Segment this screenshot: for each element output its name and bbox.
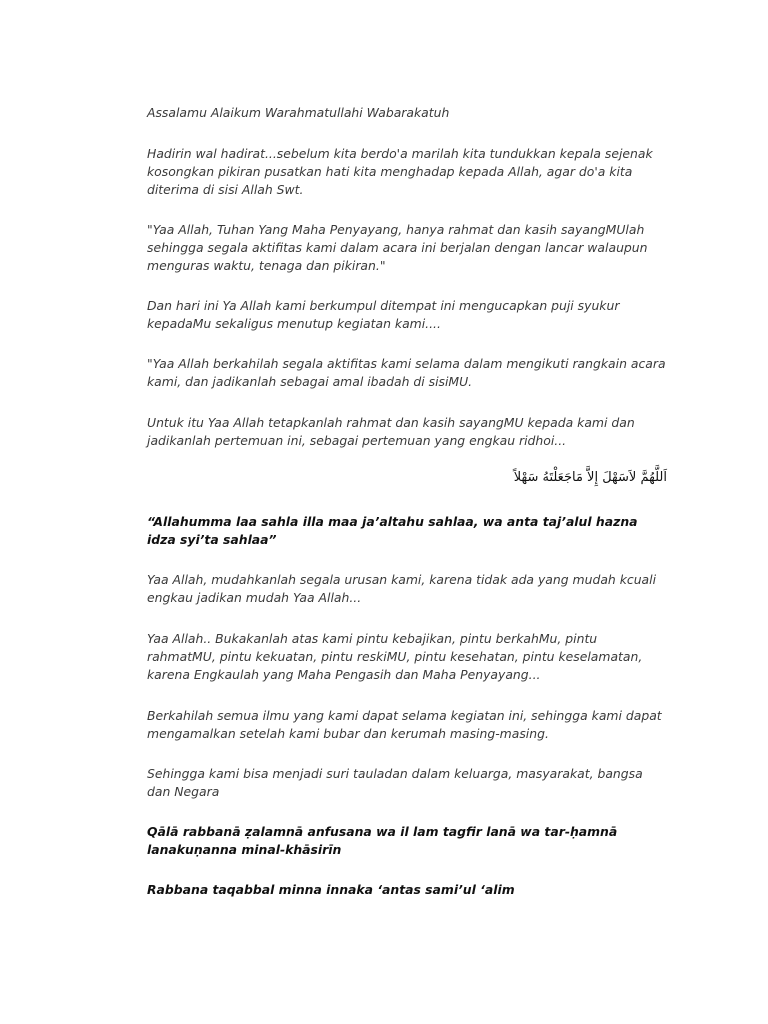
greeting-line: Assalamu Alaikum Warahmatullahi Wabarakatuh bbox=[147, 105, 450, 120]
paragraph-prayer-4: Untuk itu Yaa Allah tetapkanlah rahmat dan kasih sayangMU kepada kami dan jadikanlah pertemuan ini, sebagai pertemuan yang engkau ridhoi... bbox=[147, 415, 635, 448]
paragraph-prayer-6: Yaa Allah.. Bukakanlah atas kami pintu kebajikan, pintu berkahMu, pintu rahmatMU, pintu kekuatan, pintu reskiMU, pintu kesehatan, pintu keselamatan, karena Engkaulah yang Maha Pengasih dan Maha Penyayang... bbox=[147, 631, 643, 682]
paragraph-prayer-8: Sehingga kami bisa menjadi suri tauladan dalam keluarga, masyarakat, bangsa dan Negara bbox=[147, 766, 643, 799]
paragraph-opening: Hadirin wal hadirat...sebelum kita berdo'a marilah kita tundukkan kepala sejenak kosongkan pikiran pusatkan hati kita menghadap kepada Allah, agar do'a kita diterima di sisi Allah Swt. bbox=[147, 146, 653, 197]
closing-verse-1: Qālā rabbanā ẓalamnā anfusana wa il lam tagfir lanā wa tar-ḥamnā lanakuṇanna minal-khāsirīn bbox=[147, 824, 618, 857]
paragraph-prayer-3: "Yaa Allah berkahilah segala aktifitas kami selama dalam mengikuti rangkain acara kami, dan jadikanlah sebagai amal ibadah di sisiMU. bbox=[147, 356, 666, 389]
paragraph-prayer-7: Berkahilah semua ilmu yang kami dapat selama kegiatan ini, sehingga kami dapat mengamalkan setelah kami bubar dan kerumah masing-masing. bbox=[147, 708, 662, 741]
paragraph-prayer-2: Dan hari ini Ya Allah kami berkumpul ditempat ini mengucapkan puji syukur kepadaMu sekaligus menutup kegiatan kami.... bbox=[147, 298, 620, 331]
arabic-verse: اَللَّهُمَّ لاَسَهْلَ إِلاَّ مَاجَعَلْتَهُ سَهْلاً bbox=[513, 470, 667, 485]
paragraph-prayer-5: Yaa Allah, mudahkanlah segala urusan kami, karena tidak ada yang mudah kcuali engkau jadikan mudah Yaa Allah... bbox=[147, 572, 657, 605]
transliteration-verse: “Allahumma laa sahla illa maa ja’altahu sahlaa, wa anta taj’alul hazna idza syi’ta sahlaa” bbox=[147, 514, 638, 547]
closing-verse-2: Rabbana taqabbal minna innaka ‘antas sami’ul ‘alim bbox=[147, 882, 515, 897]
paragraph-prayer-1: "Yaa Allah, Tuhan Yang Maha Penyayang, hanya rahmat dan kasih sayangMUlah sehingga segala aktifitas kami dalam acara ini berjalan dengan lancar walaupun menguras waktu, tenaga dan pikiran." bbox=[147, 222, 648, 273]
